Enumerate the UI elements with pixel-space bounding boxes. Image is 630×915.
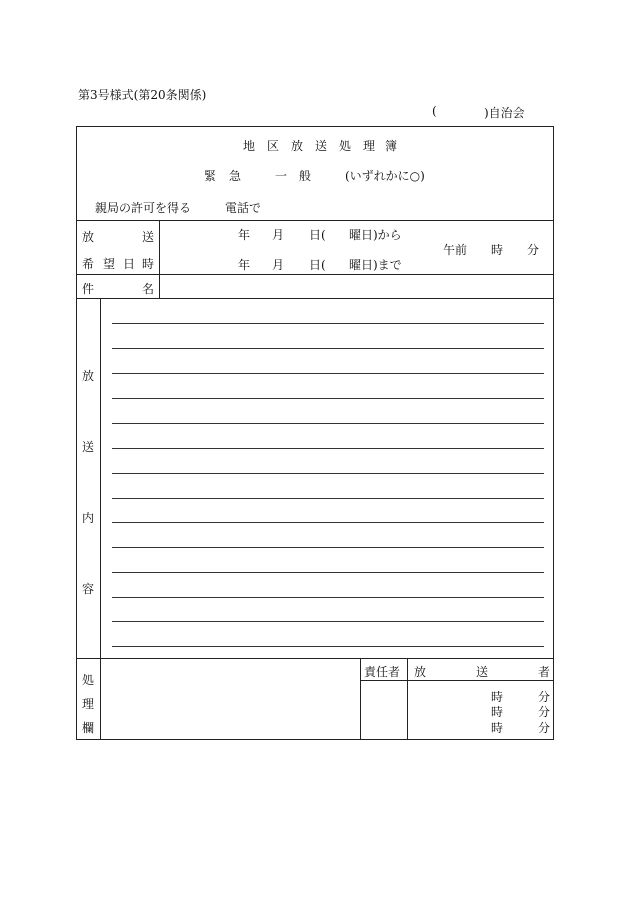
emergency-char[interactable]: 急: [229, 169, 242, 183]
year-unit: 年: [238, 228, 251, 242]
writing-line[interactable]: [112, 621, 544, 622]
weekday-unit: 曜日)から: [349, 228, 402, 242]
content-label-char: 内: [82, 511, 95, 525]
datetime-label-char: 希: [82, 257, 95, 271]
title-char: 簿: [385, 139, 398, 153]
day-unit: 日(: [309, 228, 326, 242]
content-label-char: 放: [82, 369, 95, 383]
writing-line[interactable]: [112, 323, 544, 324]
writing-line[interactable]: [112, 473, 544, 474]
processing-label-char: 欄: [82, 721, 95, 735]
processing-notes-field[interactable]: [101, 660, 359, 739]
broadcaster-label-char: 放: [414, 665, 427, 679]
writing-line[interactable]: [112, 572, 544, 573]
writing-line[interactable]: [112, 522, 544, 523]
processing-header-divider: [360, 680, 554, 681]
row-divider: [76, 274, 554, 275]
label-column-divider: [159, 220, 160, 298]
responsible-label: 責任者: [364, 665, 401, 679]
minute-unit: 分: [527, 243, 540, 257]
broadcaster-label-char: 者: [538, 665, 551, 679]
writing-line[interactable]: [112, 646, 544, 647]
urgency-note: (いずれかに○): [345, 169, 425, 183]
ampm-label: 午前: [443, 243, 468, 257]
minute-unit: 分: [538, 705, 551, 719]
writing-line[interactable]: [112, 547, 544, 548]
responsible-signature-field[interactable]: [361, 682, 406, 739]
form-number: 第3号様式(第20条関係): [78, 88, 207, 102]
writing-line[interactable]: [112, 423, 544, 424]
datetime-label-char: 望: [103, 257, 116, 271]
broadcaster-column-divider: [407, 658, 408, 740]
subject-field[interactable]: [161, 276, 551, 296]
content-label-char: 容: [82, 582, 95, 596]
hour-unit: 時: [491, 243, 504, 257]
writing-line[interactable]: [112, 398, 544, 399]
hour-unit: 時: [491, 721, 504, 735]
row-divider: [76, 658, 554, 659]
hour-unit: 時: [491, 690, 504, 704]
title-char: 区: [267, 139, 280, 153]
title-char: 理: [363, 139, 376, 153]
minute-unit: 分: [538, 721, 551, 735]
title-char: 放: [291, 139, 304, 153]
month-unit: 月: [272, 258, 285, 272]
year-unit: 年: [238, 258, 251, 272]
title-char: 送: [315, 139, 328, 153]
datetime-label-char: 送: [142, 230, 155, 244]
month-unit: 月: [272, 228, 285, 242]
processing-label-char: 理: [82, 697, 95, 711]
normal-char[interactable]: 一: [275, 169, 288, 183]
minute-unit: 分: [538, 690, 551, 704]
content-label-char: 送: [82, 440, 95, 454]
hour-unit: 時: [491, 705, 504, 719]
subject-label-char: 名: [142, 282, 155, 296]
writing-line[interactable]: [112, 597, 544, 598]
weekday-unit: 曜日)まで: [349, 258, 402, 272]
datetime-label-char: 時: [142, 257, 155, 271]
association-open-paren: (: [432, 104, 437, 118]
writing-line[interactable]: [112, 373, 544, 374]
datetime-label-char: 日: [123, 257, 136, 271]
association-label: )自治会: [484, 106, 525, 120]
subject-label-char: 件: [82, 282, 95, 296]
day-unit: 日(: [309, 258, 326, 272]
form-frame: [76, 126, 554, 740]
writing-line[interactable]: [112, 448, 544, 449]
processing-label-char: 処: [82, 673, 95, 687]
writing-line[interactable]: [112, 348, 544, 349]
permission-method: 電話で: [225, 201, 262, 215]
permission-text: 親局の許可を得る: [95, 201, 192, 215]
row-divider: [76, 298, 554, 299]
writing-line[interactable]: [112, 498, 544, 499]
broadcaster-label-char: 送: [476, 665, 489, 679]
normal-char[interactable]: 般: [299, 169, 312, 183]
emergency-char[interactable]: 緊: [204, 169, 217, 183]
title-char: 処: [339, 139, 352, 153]
row-divider: [76, 220, 554, 221]
title-char: 地: [243, 139, 256, 153]
datetime-label-char: 放: [82, 230, 95, 244]
